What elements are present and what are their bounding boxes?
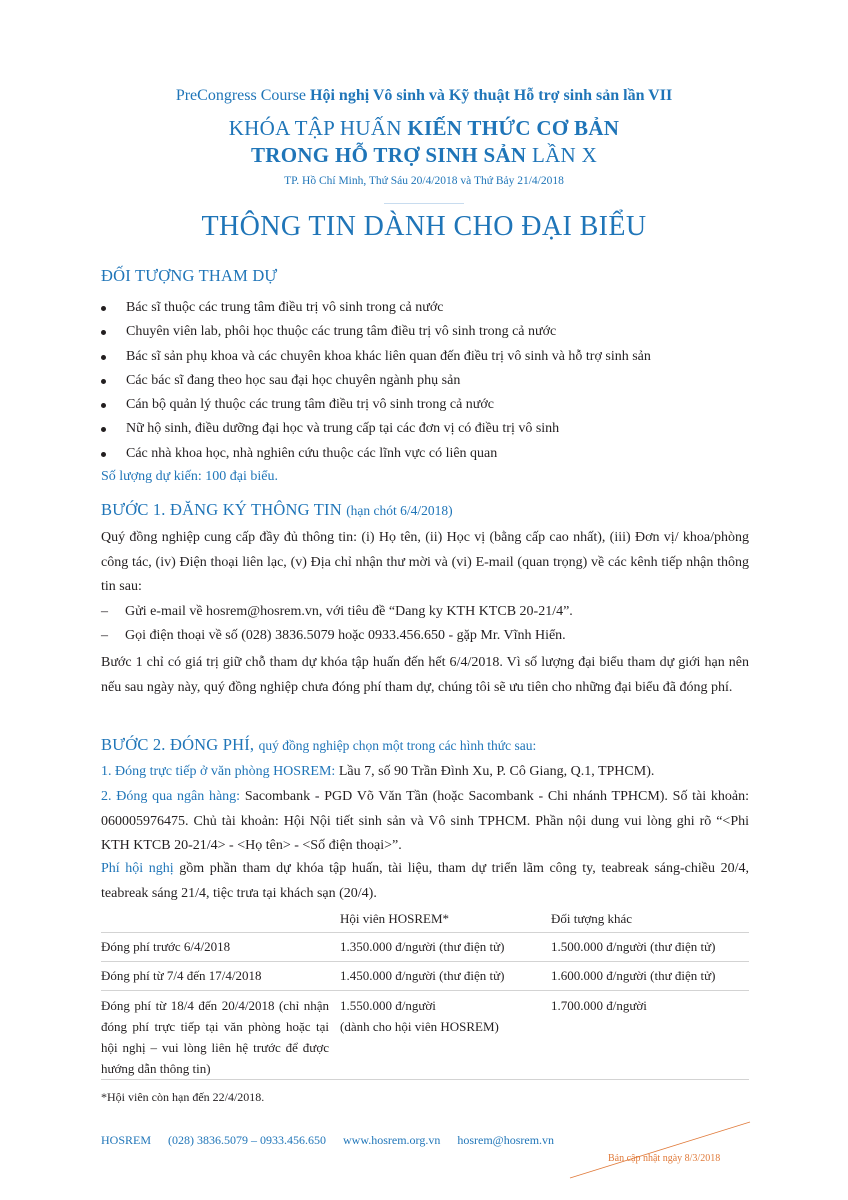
table-header-row (101, 906, 749, 933)
congress-title: Hội nghị Vô sinh và Kỹ thuật Hỗ trợ sinh sản lần VII (310, 87, 673, 104)
payment-option-office: 1. Đóng trực tiếp ở văn phòng HOSREM: Lầu 7, số 90 Trần Đình Xu, P. Cô Giang, Q.1, TPHCM). (101, 764, 655, 779)
course-title-bold: KIẾN THỨC CƠ BẢN (407, 116, 620, 140)
course-title-normal-2: LẦN X (531, 143, 598, 167)
title-divider (384, 203, 464, 204)
bullet-icon (101, 427, 106, 432)
page-title: THÔNG TIN DÀNH CHO ĐẠI BIỂU (201, 211, 647, 242)
date-line: TP. Hồ Chí Minh, Thứ Sáu 20/4/2018 và Thứ Bảy 21/4/2018 (284, 175, 564, 187)
expected-attendance: Số lượng dự kiến: 100 đại biểu. (101, 469, 278, 484)
column-header: Hội viên HOSREM* (340, 911, 450, 926)
bullet-icon (101, 355, 106, 360)
footer (101, 1133, 568, 1148)
step2-subheading: quý đồng nghiệp chọn một trong các hình thức sau: (258, 738, 537, 753)
member-note: (dành cho hội viên HOSREM) (340, 1019, 499, 1034)
bullet-icon (101, 452, 106, 457)
update-date: Bản cập nhật ngày 8/3/2018 (608, 1153, 721, 1164)
list-item: Các bác sĩ đang theo học sau đại học chuyên ngành phụ sản (101, 369, 761, 393)
footer-email[interactable]: hosrem@hosrem.vn (457, 1133, 555, 1147)
step1-deadline: (hạn chót 6/4/2018) (346, 503, 453, 518)
list-item: – Gọi điện thoại về số (028) 3836.5079 hoặc 0933.456.650 - gặp Mr. Vĩnh Hiển. (101, 628, 566, 643)
audience-list (101, 296, 761, 466)
bullet-icon (101, 403, 106, 408)
list-item: Các nhà khoa học, nhà nghiên cứu thuộc các lĩnh vực có liên quan (101, 442, 761, 466)
decorative-line-icon (560, 1120, 760, 1180)
fee-label: Phí hội nghị (101, 861, 174, 876)
footer-website[interactable]: www.hosrem.org.vn (343, 1133, 441, 1147)
step2-heading: BƯỚC 2. ĐÓNG PHÍ, quý đồng nghiệp chọn một trong các hình thức sau: (101, 735, 537, 754)
precongress-line (0, 87, 848, 105)
list-item: Bác sĩ sản phụ khoa và các chuyên khoa khác liên quan đến điều trị vô sinh và hỗ trợ sinh sản (101, 345, 761, 369)
step1-intro: Quý đồng nghiệp cung cấp đầy đủ thông tin: (i) Họ tên, (ii) Học vị (bằng cấp cao nhất), (iii) Đơn vị/ khoa/phòng công tác, (iv) Điện thoại liên lạc, (v) Địa chỉ nhận thư mời và (vi) E-mail (quan trọng) về các kênh tiếp nhận thông tin sau: (101, 530, 749, 594)
option-label: 1. Đóng trực tiếp ở văn phòng HOSREM: (101, 764, 336, 779)
audience-heading: ĐỐI TƯỢNG THAM DỰ (101, 266, 278, 285)
course-title-bold-2: TRONG HỖ TRỢ SINH SẢN (250, 143, 527, 167)
footer-org: HOSREM (101, 1133, 152, 1147)
step1-heading: BƯỚC 1. ĐĂNG KÝ THÔNG TIN (hạn chót 6/4/2018) (101, 500, 453, 519)
fee-table (101, 906, 749, 1080)
option-label: 2. Đóng qua ngân hàng: (101, 789, 241, 804)
footer-phones: (028) 3836.5079 – 0933.456.650 (168, 1133, 327, 1147)
column-header: Đối tượng khác (551, 911, 633, 926)
table-row: Đóng phí từ 7/4 đến 17/4/2018 1.450.000 đ/người (thư điện tử) 1.600.000 đ/người (thư điện tử) (101, 962, 749, 991)
course-title-normal: KHÓA TẬP HUẤN (228, 116, 402, 140)
table-row: Đóng phí từ 18/4 đến 20/4/2018 (chỉ nhận đóng phí trực tiếp tại văn phòng hoặc tại hội nghị – vui lòng liên hệ trước để được hướng dẫn thông tin) 1.550.000 đ/người (dành cho hội viên HOSREM) 1.700.000 đ/người (101, 991, 749, 1080)
bullet-icon (101, 330, 106, 335)
list-item: Cán bộ quản lý thuộc các trung tâm điều trị vô sinh trong cả nước (101, 393, 761, 417)
table-row: Đóng phí trước 6/4/2018 1.350.000 đ/người (thư điện tử) 1.500.000 đ/người (thư điện tử) (101, 933, 749, 962)
list-item: Chuyên viên lab, phôi học thuộc các trung tâm điều trị vô sinh trong cả nước (101, 320, 761, 344)
bullet-icon (101, 379, 106, 384)
list-item: Bác sĩ thuộc các trung tâm điều trị vô sinh trong cả nước (101, 296, 761, 320)
payment-option-bank: 2. Đóng qua ngân hàng: Sacombank - PGD Võ Văn Tần (hoặc Sacombank - Chi nhánh TPHCM). Số tài khoản: 060005976475. Chủ tài khoản: Hội Nội tiết sinh sản và Vô sinh TPHCM. Phần nội dung vui lòng ghi rõ “<Phi KTH KTCB 20-21/4> - <Họ tên> - <Số điện thoại>”. (101, 789, 750, 853)
list-item: – Gửi e-mail về hosrem@hosrem.vn, với tiêu đề “Dang ky KTH KTCB 20-21/4”. (101, 604, 573, 619)
list-item: Nữ hộ sinh, điều dưỡng đại học và trung cấp tại các đơn vị có điều trị vô sinh (101, 417, 761, 441)
step1-note: Bước 1 chỉ có giá trị giữ chỗ tham dự khóa tập huấn đến hết 6/4/2018. Vì số lượng đại biểu tham dự giới hạn nên nếu sau ngày này, quý đồng nghiệp chưa đóng phí tham dự, chúng tôi sẽ ưu tiên cho những đại biểu đã đóng phí. (101, 655, 749, 695)
course-title-line1 (0, 116, 848, 141)
footnote: *Hội viên còn hạn đến 22/4/2018. (101, 1090, 265, 1104)
course-title-line2 (0, 143, 848, 168)
precongress-prefix: PreCongress Course (175, 87, 307, 104)
fee-description: Phí hội nghị gồm phần tham dự khóa tập huấn, tài liệu, tham dự triển lãm công ty, teabreak sáng-chiều 20/4, teabreak sáng 21/4, tiệc trưa tại khách sạn (20/4). (101, 861, 749, 901)
bullet-icon (101, 306, 106, 311)
